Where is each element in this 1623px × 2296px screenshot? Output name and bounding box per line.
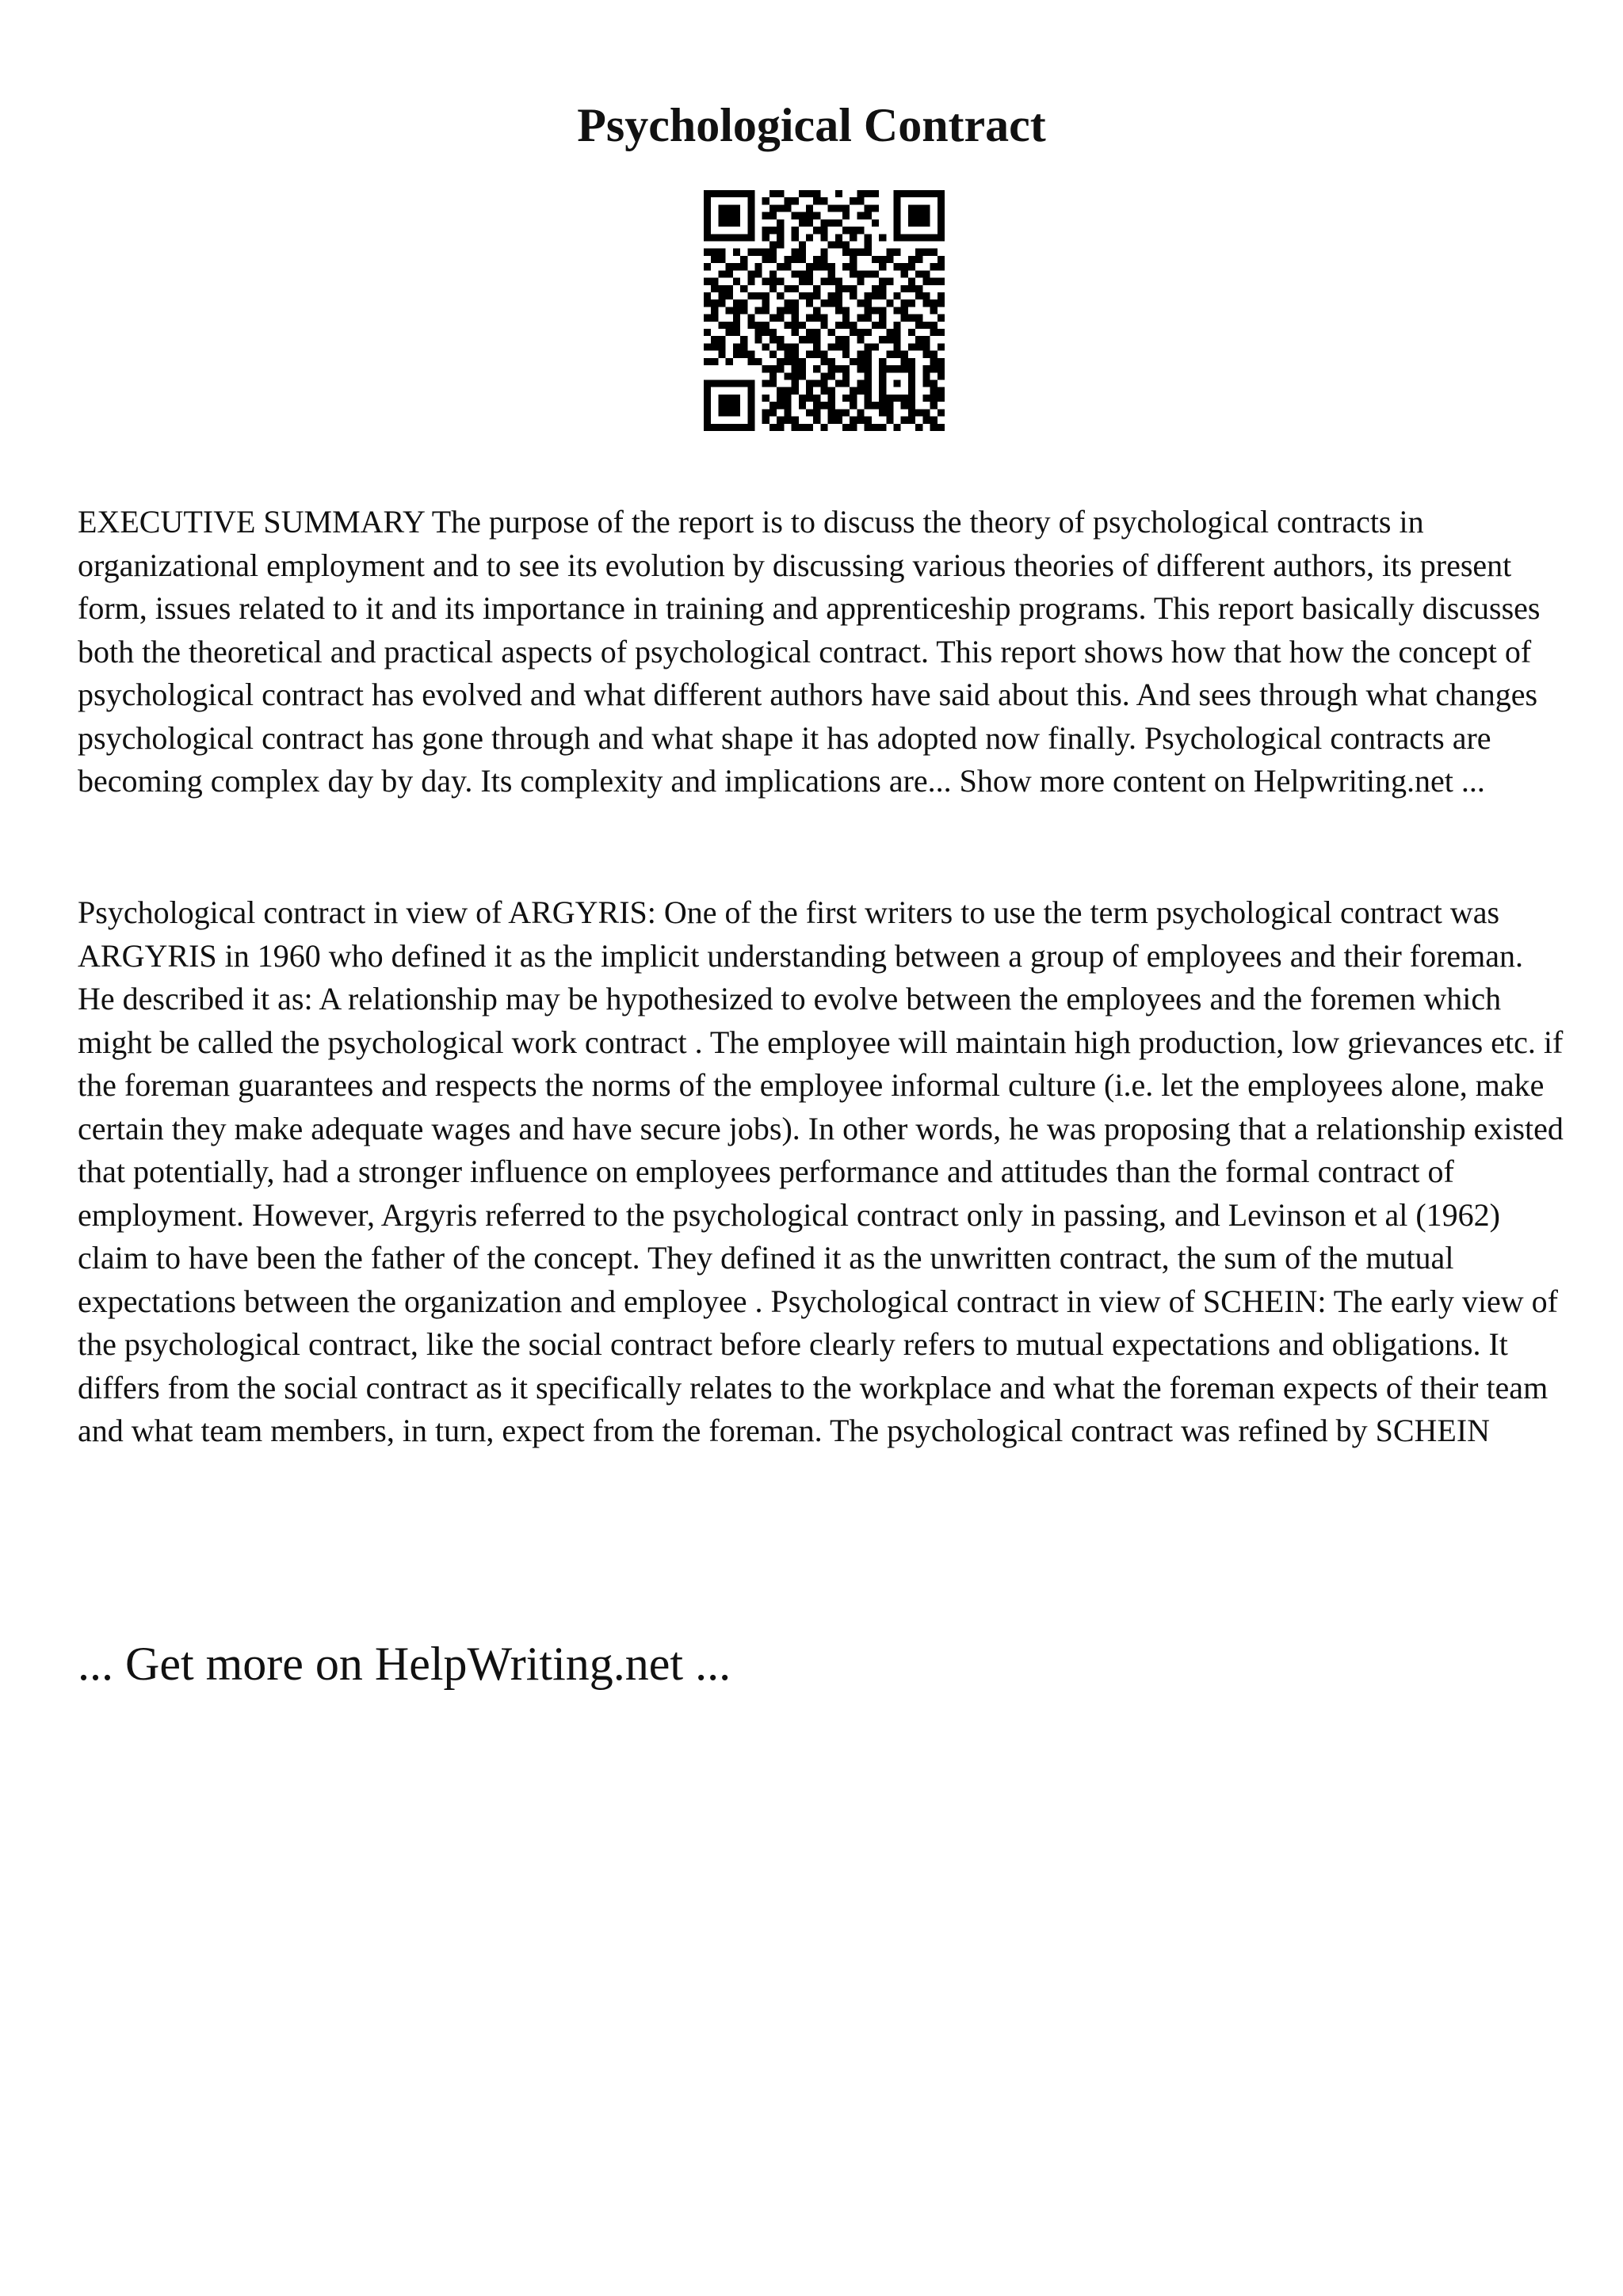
executive-summary-paragraph: EXECUTIVE SUMMARY The purpose of the report is to discuss the theory of psychological contracts in organizational employment and to see its evolution by discussing various theories of different authors, its present form, issues related to it and its importance in training and apprenticeship programs. This report basically discusses both the theoretical and practical aspects of psychological contract. This report shows how that how the concept of psychological contract has evolved and what different authors have said about this. And sees through what changes psychological contract has gone through and what shape it has adopted now finally. Psychological contracts are becoming complex day by day. Its complexity and implications are... Show more content on Helpwriting.net ... (78, 504, 1541, 799)
page-title: Psychological Contract (577, 99, 1046, 151)
get-more-link[interactable]: ... Get more on HelpWriting.net ... (78, 1638, 731, 1690)
argyris-schein-paragraph: Psychological contract in view of ARGYRIS: One of the first writers to use the term psychological contract was ARGYRIS in 1960 who defined it as the implicit understanding between a group of employees and their foreman. He described it as: A relationship may be hypothesized to evolve between the employees and the foremen which might be called the psychological work contract . The employee will maintain high production, low grievances etc. if the foreman guarantees and respects the norms of the employee informal culture (i.e. let the employees alone, make certain they make adequate wages and have secure jobs). In other words, he was proposing that a relationship existed that potentially, had a stronger influence on employees performance and attitudes than the formal contract of employment. However, Argyris referred to the psychological contract only in passing, and Levinson et al (1962) claim to have been the father of the concept. They defined it as the unwritten contract, the sum of the mutual expectations between the organization and employee . Psychological contract in view of SCHEIN: The early view of the psychological contract, like the social contract before clearly refers to mutual expectations and obligations. It differs from the social contract as it specifically relates to the workplace and what the foreman expects of their team and what team members, in turn, expect from the foreman. The psychological contract was refined by SCHEIN (78, 894, 1564, 1448)
qr-code-icon (704, 190, 945, 431)
